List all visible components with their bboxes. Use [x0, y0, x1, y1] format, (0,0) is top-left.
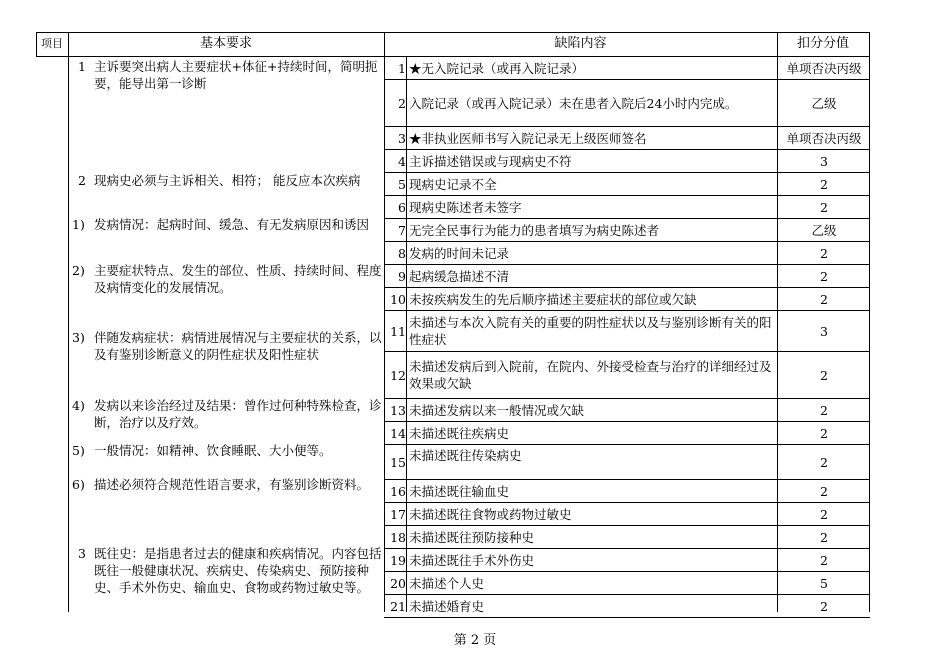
table-row [384, 352, 870, 398]
table-row [384, 57, 870, 79]
defect-number: 6 [398, 199, 406, 215]
header-deduction-score: 扣分分值 [796, 36, 849, 51]
defect-text: 未描述发病后到入院前，在院内、外接受检查与治疗的详细经过及效果或欠缺 [409, 359, 772, 391]
defect-text: 未按疾病发生的先后顺序描述主要症状的部位或欠缺 [409, 291, 697, 307]
header-basic-requirements: 基本要求 [199, 36, 252, 51]
defect-number: 4 [398, 153, 406, 169]
defect-text: 未描述既往传染病史 [409, 448, 522, 463]
table-row [384, 242, 870, 264]
table-row [384, 480, 870, 502]
deduction-score: 2 [820, 402, 828, 418]
deduction-score: 2 [820, 552, 828, 568]
table-row [384, 127, 870, 149]
defect-text: 起病缓急描述不清 [409, 268, 510, 284]
defect-text: 未描述既往食物或药物过敏史 [409, 506, 572, 522]
defect-text: 未描述发病以来一般情况或欠缺 [409, 402, 585, 418]
defect-text: 无完全民事行为能力的患者填写为病史陈述者 [409, 222, 660, 238]
defect-number: 17 [390, 506, 406, 522]
row-divider [384, 617, 870, 618]
defect-number: 18 [390, 529, 406, 545]
deduction-score: 单项否决丙级 [786, 130, 862, 146]
table-row [384, 265, 870, 287]
table-row [384, 445, 870, 479]
defect-text: 未描述既往手术外伤史 [409, 552, 535, 568]
deduction-score: 3 [820, 153, 828, 169]
defect-text: ★非执业医师书写入院记录无上级医师签名 [409, 130, 647, 146]
defect-text: 现病史陈述者未签字 [409, 199, 522, 215]
defect-number: 1 [398, 60, 406, 76]
deduction-score: 单项否决丙级 [786, 60, 862, 76]
header-item: 项目 [41, 37, 63, 50]
deduction-score: 3 [820, 323, 828, 339]
table-row [384, 422, 870, 444]
deduction-score: 乙级 [811, 222, 837, 238]
defect-number: 12 [390, 367, 406, 383]
deduction-score: 2 [820, 291, 828, 307]
defect-text: 未描述婚育史 [409, 598, 485, 614]
defect-number: 16 [390, 483, 406, 499]
defect-text: 现病史记录不全 [409, 176, 497, 192]
defect-number: 20 [390, 575, 406, 591]
defect-text: 未描述既往疾病史 [409, 425, 510, 441]
deduction-score: 5 [820, 575, 828, 591]
deduction-score: 2 [820, 367, 828, 383]
deduction-score: 乙级 [811, 95, 837, 111]
deduction-score: 2 [820, 598, 828, 614]
deduction-score: 2 [820, 483, 828, 499]
defect-text: 主诉描述错误或与现病史不符 [409, 153, 572, 169]
header-defect-content: 缺陷内容 [554, 36, 607, 51]
defect-text: 入院记录（或再入院记录）未在患者入院后24小时内完成。 [409, 95, 738, 111]
defect-number: 8 [398, 245, 406, 261]
deduction-score: 2 [820, 506, 828, 522]
table-row [384, 173, 870, 195]
deduction-score: 2 [820, 529, 828, 545]
table-row [384, 196, 870, 218]
defect-number: 15 [390, 454, 406, 470]
defect-number: 21 [390, 598, 406, 614]
defect-text: 未描述个人史 [409, 575, 485, 591]
defect-number: 9 [398, 268, 406, 284]
defect-number: 5 [398, 176, 406, 192]
table-row [384, 80, 870, 126]
table-row [384, 503, 870, 525]
deduction-score: 2 [820, 268, 828, 284]
defect-number: 19 [390, 552, 406, 568]
defect-text: ★无入院记录（或再入院记录） [409, 60, 585, 76]
defect-text: 未描述与本次入院有关的重要的阴性症状以及与鉴别诊断有关的阳性症状 [409, 315, 772, 347]
table-row [384, 572, 870, 594]
table-row [384, 595, 870, 617]
defect-number: 11 [390, 323, 406, 339]
table-row [384, 219, 870, 241]
deduction-score: 2 [820, 245, 828, 261]
table-row [384, 399, 870, 421]
table-row [384, 549, 870, 571]
deduction-score: 2 [820, 425, 828, 441]
item-col-divider [68, 32, 69, 612]
deduction-score: 2 [820, 454, 828, 470]
table-row [384, 150, 870, 172]
defect-number: 2 [398, 95, 406, 111]
defect-number: 14 [390, 425, 406, 441]
table-row [384, 311, 870, 351]
deduction-score: 2 [820, 176, 828, 192]
table-row [384, 288, 870, 310]
defect-text: 发病的时间未记录 [409, 245, 510, 261]
defect-number: 7 [398, 222, 406, 238]
defect-text: 未描述既往预防接种史 [409, 529, 535, 545]
deduction-score: 2 [820, 199, 828, 215]
page-number: 第 2 页 [453, 633, 497, 648]
defect-number: 3 [398, 130, 406, 146]
defect-number: 13 [390, 402, 406, 418]
defect-number: 10 [390, 291, 406, 307]
table-row [384, 526, 870, 548]
defect-text: 未描述既往输血史 [409, 483, 510, 499]
